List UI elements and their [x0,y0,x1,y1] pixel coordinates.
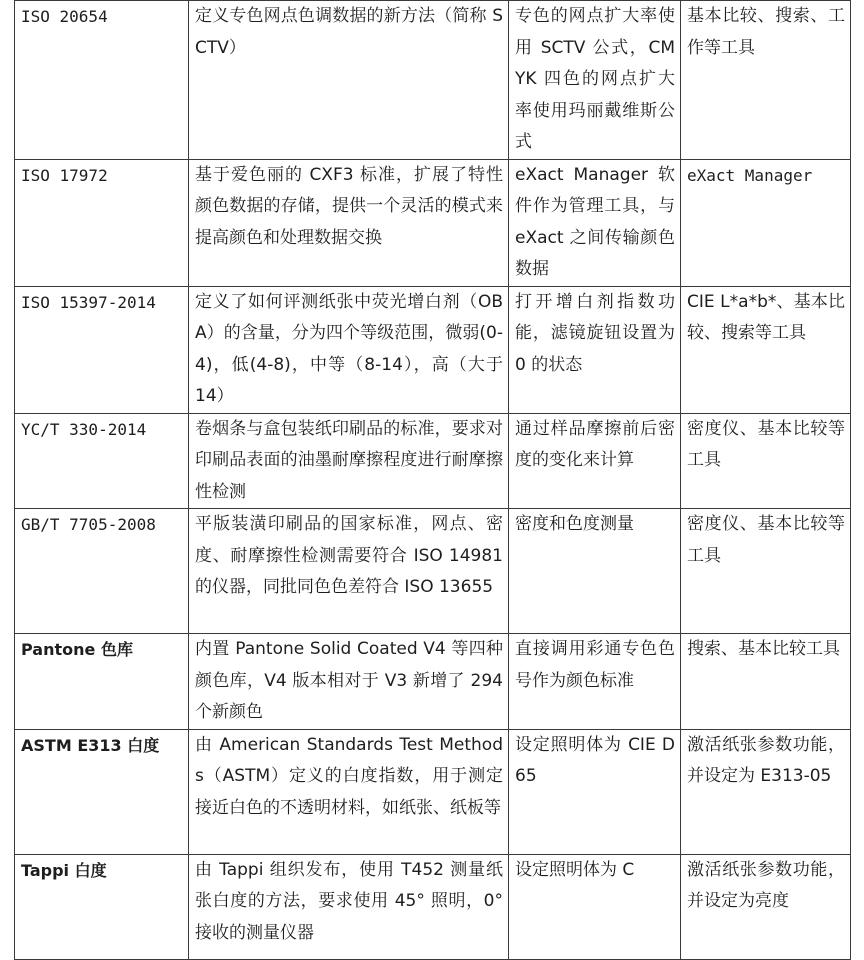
table-row [15,159,851,286]
method-cell: eXact Manager 软件作为管理工具，与 eXact 之间传输颜色数据 [509,159,681,286]
tools-cell: 搜索、基本比较工具 [681,634,851,730]
table-row [15,1,851,160]
description-cell: 平版装潢印刷品的国家标准，网点、密度、耐摩擦性检测需要符合 ISO 14981 的仪器，同批同色色差符合 ISO 13655 [189,509,509,634]
method-cell: 专色的网点扩大率使用 SCTV 公式，CMYK 四色的网点扩大率使用玛丽戴维斯公式 [509,1,681,160]
method-cell: 通过样品摩擦前后密度的变化来计算 [509,413,681,509]
tools-cell: eXact Manager [681,159,851,286]
table-row [15,286,851,413]
standards-table [14,0,851,960]
standard-cell: ISO 17972 [15,159,189,286]
description-cell: 定义专色网点色调数据的新方法（简称 SCTV） [189,1,509,160]
method-cell: 直接调用彩通专色色号作为颜色标准 [509,634,681,730]
standard-cell: ISO 20654 [15,1,189,160]
method-cell: 设定照明体为 C [509,854,681,959]
tools-cell: 激活纸张参数功能，并设定为 E313-05 [681,729,851,854]
table-row [15,854,851,959]
standard-cell: YC/T 330-2014 [15,413,189,509]
standard-cell: GB/T 7705-2008 [15,509,189,634]
description-cell: 内置 Pantone Solid Coated V4 等四种颜色库，V4 版本相对于 V3 新增了 294 个新颜色 [189,634,509,730]
method-cell: 打开增白剂指数功能，滤镜旋钮设置为 0 的状态 [509,286,681,413]
standard-cell: ISO 15397-2014 [15,286,189,413]
standard-cell: Tappi 白度 [15,854,189,959]
description-cell: 基于爱色丽的 CXF3 标准，扩展了特性颜色数据的存储，提供一个灵活的模式来提高颜色和处理数据交换 [189,159,509,286]
table-row [15,729,851,854]
tools-cell: 激活纸张参数功能，并设定为亮度 [681,854,851,959]
method-cell: 密度和色度测量 [509,509,681,634]
description-cell: 定义了如何评测纸张中荧光增白剂（OBA）的含量，分为四个等级范围，微弱(0-4)，低(4-8)，中等（8-14），高（大于 14） [189,286,509,413]
tools-cell: 基本比较、搜索、工作等工具 [681,1,851,160]
standard-cell: ASTM E313 白度 [15,729,189,854]
description-cell: 由 Tappi 组织发布，使用 T452 测量纸张白度的方法，要求使用 45° 照明，0° 接收的测量仪器 [189,854,509,959]
tools-cell: 密度仪、基本比较等工具 [681,509,851,634]
table-row [15,413,851,509]
tools-cell: CIE L*a*b*、基本比较、搜索等工具 [681,286,851,413]
table-row [15,634,851,730]
description-cell: 卷烟条与盒包装纸印刷品的标准，要求对印刷品表面的油墨耐摩擦程度进行耐摩擦性检测 [189,413,509,509]
table-row [15,509,851,634]
standard-cell: Pantone 色库 [15,634,189,730]
method-cell: 设定照明体为 CIE D65 [509,729,681,854]
tools-cell: 密度仪、基本比较等工具 [681,413,851,509]
description-cell: 由 American Standards Test Methods（ASTM）定义的白度指数，用于测定接近白色的不透明材料，如纸张、纸板等 [189,729,509,854]
